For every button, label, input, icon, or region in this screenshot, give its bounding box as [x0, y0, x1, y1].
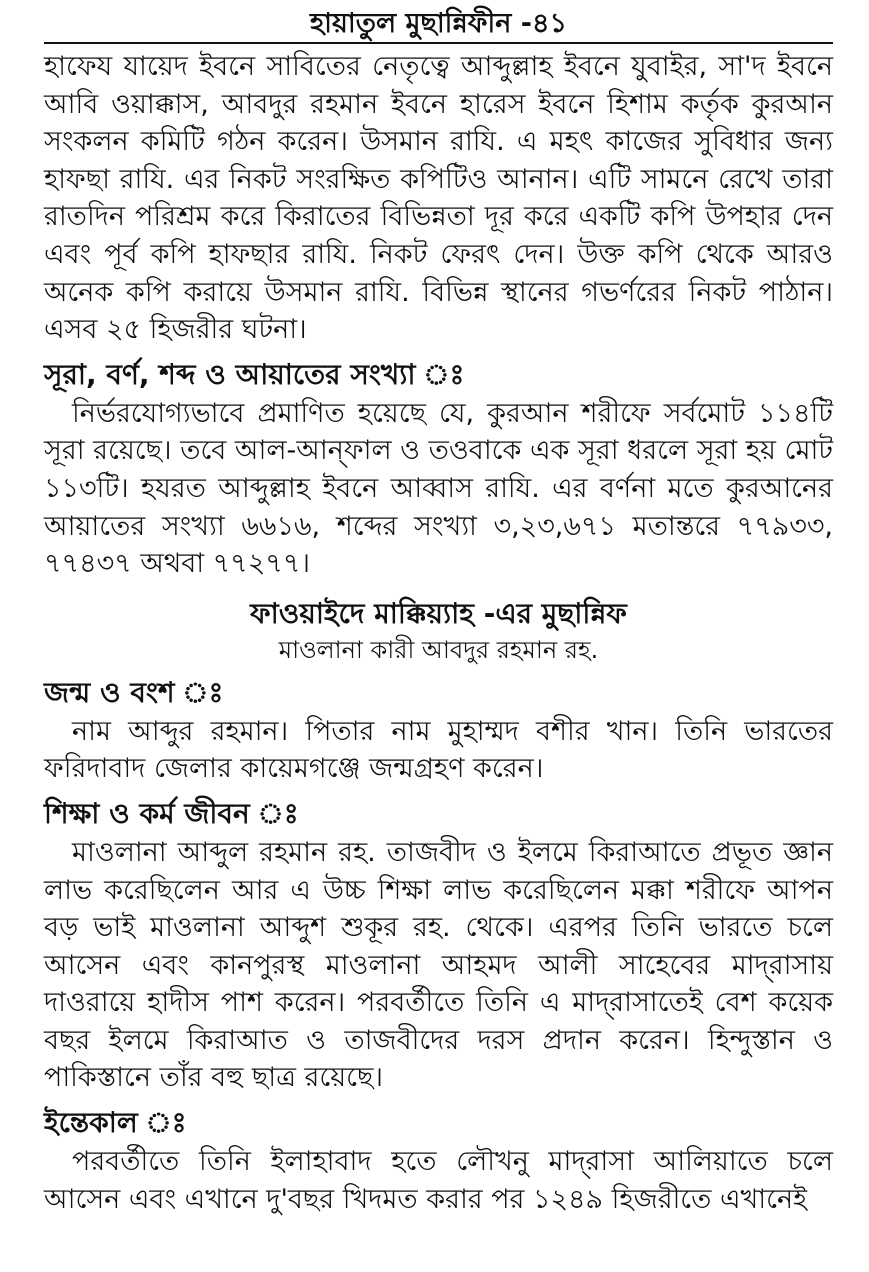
education-heading: শিক্ষা ও কর্ম জীবন ঃ	[44, 796, 299, 830]
counts-heading: সূরা, বর্ণ, শব্দ ও আয়াতের সংখ্যা ঃ	[44, 357, 465, 391]
intro-paragraph: হাফেয যায়েদ ইবনে সাবিতের নেতৃত্বে আব্দুল্লাহ ইবনে যুবাইর, সা'দ ইবনে আবি ওয়াক্কাস, আবদুর রহমান ইবনে হারেস ইবনে হিশাম কর্তৃক কুরআন সংকলন কমিটি গঠন করেন। উসমান রাযি. এ মহৎ কাজের সুবিধার জন্য হাফছা রাযি. এর নিকট সংরক্ষিত কপিটিও আনান। এটি সামনে রেখে তারা রাতদিন পরিশ্রম করে কিরাতের বিভিন্নতা দূর করে একটি কপি উপহার দেন এবং পূর্ব কপি হাফছার রাযি. নিকট ফেরৎ দেন। উক্ত কপি থেকে আরও অনেক কপি করায়ে উসমান রাযি. বিভিন্ন স্থানের গভর্ণরের নিকট পাঠান। এসব ২৫ হিজরীর ঘটনা।	[44, 51, 833, 346]
birth-paragraph: নাম আব্দুর রহমান। পিতার নাম মুহাম্মদ বশীর খান। তিনি ভারতের ফরিদাবাদ জেলার কায়েমগঞ্জে জন্মগ্রহণ করেন।	[44, 715, 833, 785]
birth-heading: জন্ম ও বংশ ঃ	[44, 675, 224, 709]
chapter-title: ফাওয়াইদে মাক্কিয়্যাহ -এর মুছান্নিফ	[250, 596, 627, 630]
chapter-subtitle: মাওলানা কারী আবদুর রহমান রহ.	[278, 635, 599, 664]
death-heading: ইন্তেকাল ঃ	[44, 1106, 187, 1140]
counts-paragraph: নির্ভরযোগ্যভাবে প্রমাণিত হয়েছে যে, কুরআন শরীফে সর্বমোট ১১৪টি সূরা রয়েছে। তবে আল-আন্‌ফাল ও তওবাকে এক সূরা ধরলে সূরা হয় মোট ১১৩টি। হযরত আব্দুল্লাহ ইবনে আব্বাস রাযি. এর বর্ণনা মতে কুরআনের আয়াতের সংখ্যা ৬৬১৬, শব্দের সংখ্যা ৩,২৩,৬৭১ মতান্তরে ৭৭৯৩৩, ৭৭৪৩৭ অথবা ৭৭২৭৭।	[44, 397, 833, 580]
education-paragraph: মাওলানা আব্দুল রহমান রহ. তাজবীদ ও ইলমে কিরাআতে প্রভূত জ্ঞান লাভ করেছিলেন আর এ উচ্চ শিক্ষা লাভ করেছিলেন মক্কা শরীফে আপন বড় ভাই মাওলানা আব্দুশ শুকূর রহ. থেকে। এরপর তিনি ভারতে চলে আসেন এবং কানপুরস্থ মাওলানা আহমদ আলী সাহেবের মাদ্‌রাসায় দাওরায়ে হাদীস পাশ করেন। পরবর্তীতে তিনি এ মাদ্‌রাসাতেই বেশ কয়েক বছর ইলমে কিরাআত ও তাজবীদের দরস প্রদান করেন। হিন্দুস্তান ও পাকিস্তানে তাঁর বহু ছাত্র রয়েছে।	[44, 836, 833, 1094]
running-head: হায়াতুল মুছান্নিফীন -৪১	[309, 8, 568, 39]
header-rule	[44, 42, 833, 44]
death-paragraph: পরবর্তীতে তিনি ইলাহাবাদ হতে লৌখনু মাদ্‌রাসা আলিয়াতে চলে আসেন এবং এখানে দু'বছর খিদমত করার পর ১২৪৯ হিজরীতে এখানেই	[44, 1146, 833, 1215]
